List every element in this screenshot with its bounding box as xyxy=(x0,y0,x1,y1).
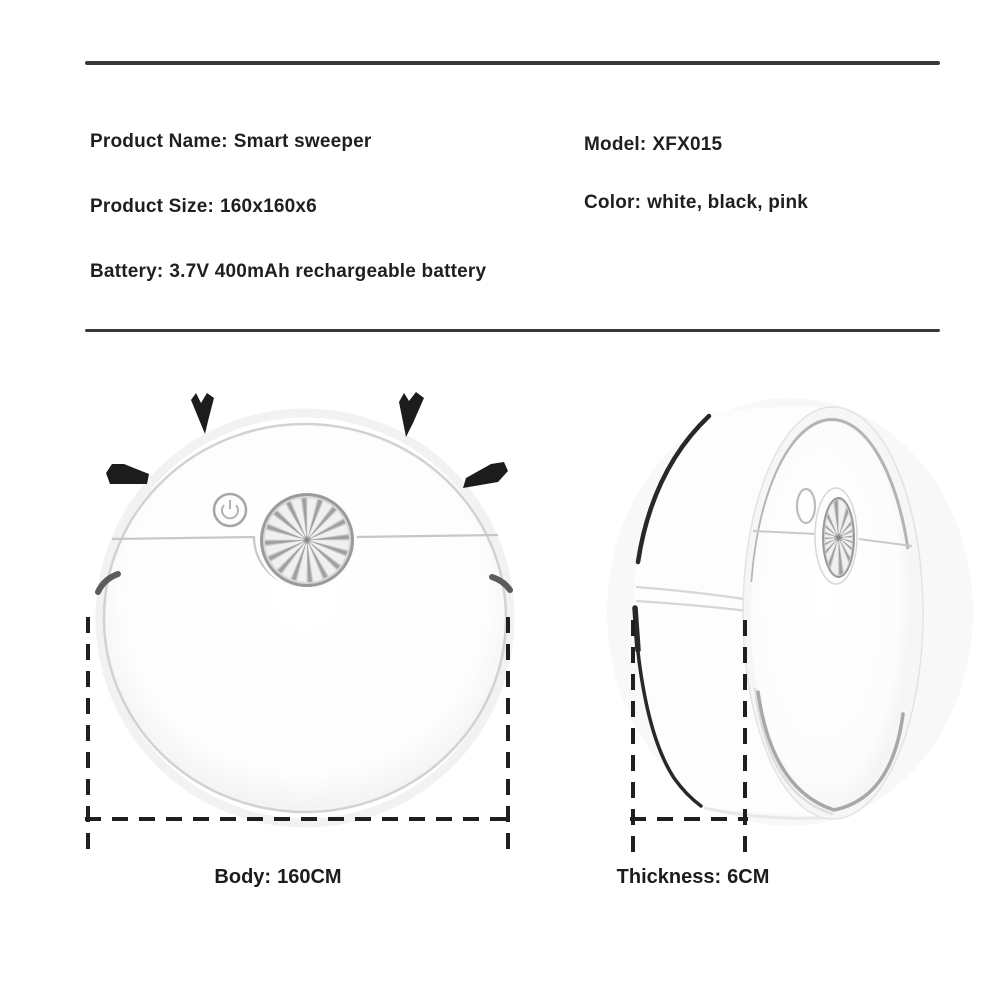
thickness-dim-line-bottom xyxy=(630,817,748,821)
robot-vacuum-top-view xyxy=(98,392,510,823)
spec-battery-label: Battery: xyxy=(90,261,164,282)
spec-product-size-value: 160x160x6 xyxy=(220,196,317,217)
body-dim-line-left xyxy=(86,617,90,858)
spec-model-value: XFX015 xyxy=(652,134,723,155)
side-brush-icon-top-left xyxy=(191,393,214,434)
spec-model-label: Model: xyxy=(584,134,647,155)
spec-battery-value: 3.7V 400mAh rechargeable battery xyxy=(169,261,487,282)
thickness-dimension-label-text: Thickness: xyxy=(616,866,722,888)
power-button xyxy=(214,494,246,526)
robot-body-circle xyxy=(104,424,506,812)
body-dimension-label-text: Body: xyxy=(214,866,272,888)
spec-product-name-value: Smart sweeper xyxy=(233,131,372,152)
thickness-dimension-value: 6CM xyxy=(727,866,770,888)
side-brush-icon-right xyxy=(463,462,508,488)
spec-color-value: white, black, pink xyxy=(647,192,809,213)
back-edge-crescent-mid xyxy=(635,608,638,650)
thickness-dim-line-left xyxy=(631,620,635,858)
laser-disc-side-view xyxy=(822,497,855,578)
body-dim-line-right xyxy=(506,617,510,858)
spec-color-label: Color: xyxy=(584,192,642,213)
thickness-dimension-label xyxy=(563,866,823,889)
side-brush-icon-top-right xyxy=(399,392,424,437)
spec-product-size-label: Product Size: xyxy=(90,196,215,217)
body-dimension-value: 160CM xyxy=(277,866,342,888)
body-dimension-label xyxy=(148,866,408,889)
laser-disc-top-view xyxy=(260,493,354,587)
side-brush-icon-left xyxy=(106,464,149,484)
body-dim-line-bottom xyxy=(85,817,510,821)
spec-product-name-label: Product Name: xyxy=(90,131,228,152)
robot-vacuum-side-view xyxy=(607,398,973,826)
thickness-dim-line-right xyxy=(743,620,747,858)
